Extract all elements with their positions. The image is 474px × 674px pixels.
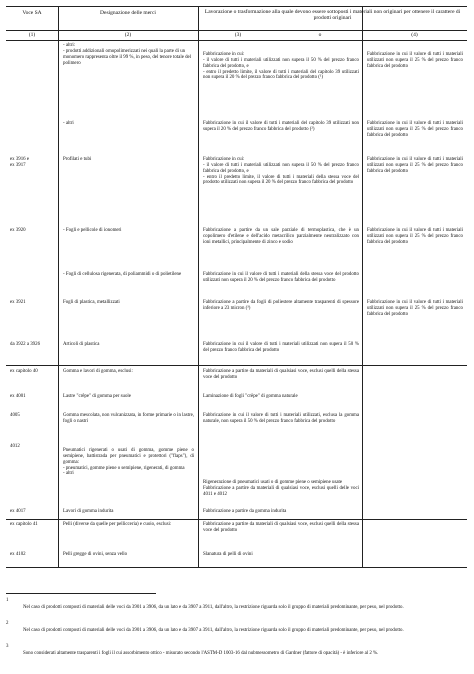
row-description: Fogli di plastica, metallizzati — [63, 300, 120, 305]
row-alt-rule: Fabbricazione in cui il valore di tutti i materiali utilizzati non supera il 25 % del prezzo franco fabbrica del prodotto — [367, 157, 463, 174]
header-designazione: Designazione delle merci — [100, 10, 156, 16]
header-separator — [6, 40, 467, 41]
column-number-1: (1) — [28, 32, 36, 38]
footnote-number: 1 — [6, 598, 9, 603]
row-alt-rule: Fabbricazione in cui il valore di tutti i materiali utilizzati non supera il 25 % del prezzo franco fabbrica del prodotto — [367, 121, 463, 138]
row-heading: 4012 — [10, 444, 20, 449]
column-divider — [58, 7, 59, 567]
row-separator — [6, 365, 467, 366]
row-heading: ex 4017 — [10, 509, 26, 514]
row-description: Profilati e tubi — [63, 157, 92, 162]
row-rule: Fabbricazione in cui il valore di tutti i materiali del capitolo 39 utilizzati non supera il 20 % del prezzo franco fabbrica del prodotto (²) — [203, 121, 359, 132]
row-description: - Fogli di cellulosa rigenerata, di poliammidi o di polietilene — [63, 272, 182, 277]
row-heading: ex 4102 — [10, 552, 26, 557]
row-description: Lastre "crêpe" di gomma per suole — [63, 394, 131, 399]
header-lavorazione: Lavorazione o trasformazione alla quale devono essere sottoposti i materiali non originari per ottenere il carattere di prodotti originari — [204, 9, 461, 22]
row-description: - Fogli e pellicole di ionomeri — [63, 228, 122, 233]
footnote-text: Sono considerati altamente trasparenti i fogli il cui assorbimento ottico - misurato secondo l'ASTM-D 1003-16 dal nubmessometro di Gardner (fattore di opacità) - è inferiore al 2 %. — [23, 651, 379, 656]
row-rule: Fabbricazione a partire da gomma indurita — [203, 509, 287, 514]
row-rule: Fabbricazione a partire da materiali di qualsiasi voce, esclusi quelli della stessa voce del prodotto — [203, 369, 359, 380]
header-voce: Voce SA — [22, 10, 42, 16]
row-description: Pelli gregge di ovini, senza vello — [63, 552, 128, 557]
row-rule: Fabbricazione a partire da fogli di poliestere altamente trasparenti di spessore inferiore a 23 micron (³) — [203, 300, 359, 311]
row-rule: Slanatura di pelli di ovini — [203, 552, 253, 557]
row-rule: Rigenerazione di pneumatici usati o di gomme piene o semipiene usate Fabbricazione a partire da materiali di qualsiasi voce, esclusi quelli delle voci 4011 e 4012 — [203, 480, 359, 497]
row-heading: ex capitolo 41 — [10, 522, 38, 527]
row-description: Articoli di plastica — [63, 342, 100, 347]
row-description: Pneumatici rigenerati o usati di gomma, gomme piene o semipiene, battistrada per pneumatici e protettori ("flaps"), di gomma: - pneumatici, gomme piene o semipiene, rigenerati, di gomma - altri — [63, 448, 194, 477]
row-alt-rule: Fabbricazione in cui il valore di tutti i materiali utilizzati non supera il 25 % del prezzo franco fabbrica del prodotto — [367, 300, 463, 317]
row-heading: ex 4001 — [10, 394, 26, 399]
row-description: Lavori di gomma indurita — [63, 509, 114, 514]
row-alt-rule: Fabbricazione in cui il valore di tutti i materiali utilizzati non supera il 25 % del prezzo franco fabbrica del prodotto — [367, 228, 463, 245]
row-rule: Fabbricazione a partire da un sale parziale di termoplastica, che è un copolimero d'etilene e dell'acido metacrilico parzialmente neutralizzato con ioni metallici, principalmente di zinco e sodio — [203, 228, 359, 245]
footnote-separator — [6, 593, 156, 594]
row-rule: Fabbricazione in cui: - il valore di tutti i materiali utilizzati non supera il 50 % del prezzo franco fabbrica del prodotto, e - entro il predetto limite, il valore di tutti i materiali del capitolo 39 utilizzati non supera il 20 % del prezzo franco fabbrica del prodotto (¹) — [203, 52, 359, 81]
footnote-number: 3 — [6, 644, 9, 649]
column-number-4: (4) — [411, 32, 418, 38]
header-separator — [6, 30, 467, 31]
column-divider — [198, 7, 199, 567]
row-heading: ex 3916 e ex 3917 — [10, 157, 30, 168]
column-divider — [362, 7, 363, 567]
row-rule: Fabbricazione in cui: - il valore di tutti i materiali utilizzati non supera il 50 % del prezzo franco fabbrica del prodotto, e - entro il predetto limite, il valore di tutti i materiali della stessa voce del prodotto utilizzati non supera il 20 % del prezzo franco fabbrica del prodotto — [203, 157, 359, 186]
rules-table — [6, 6, 467, 568]
row-description: Pelli (diverse da quelle per pellicceria) e cuoio, esclusi: — [63, 522, 172, 527]
row-alt-rule: Fabbricazione in cui il valore di tutti i materiali utilizzati non supera il 25 % del prezzo franco fabbrica del prodotto — [367, 52, 463, 69]
row-separator — [6, 519, 467, 520]
row-description: - altri — [63, 121, 74, 126]
row-description: Gomma mescolata, non vulcanizzata, in forme primarie o in lastre, fogli o nastri — [63, 413, 194, 424]
row-rule: Fabbricazione in cui il valore di tutti i materiali della stessa voce del prodotto utilizzati non supera il 20 % del prezzo franco fabbrica del prodotto — [203, 272, 359, 283]
row-heading: ex 3920 — [10, 228, 26, 233]
column-separator-o: o — [318, 32, 322, 38]
row-heading: da 3922 a 3926 — [10, 342, 41, 347]
row-rule: Laminazione di fogli "crêpe" di gomma naturale — [203, 394, 298, 399]
row-heading: ex capitolo 40 — [10, 369, 38, 374]
footnote-text: Nel caso di prodotti composti di materiali delle voci da 3901 a 3906, da un lato e da 3907 a 3911, dall'altro, la restrizione riguarda solo il gruppo di materiali predominante, per peso, nel prodotto. — [23, 628, 404, 633]
row-description: Gomma e lavori di gomma, esclusi: — [63, 369, 133, 374]
row-heading: 4005 — [10, 413, 20, 418]
footnote-number: 2 — [6, 621, 9, 626]
row-rule: Fabbricazione in cui il valore di tutti i materiali utilizzati, esclusa la gomma naturale, non supera il 50 % del prezzo franco fabbrica del prodotto — [203, 413, 359, 424]
row-description: - altri: - prodotti addizionali omopolimerizzati nei quali la parte di un monomero rappresenta oltre il 99 %, in peso, del tenore totale del polimero — [63, 43, 192, 66]
row-heading: ex 3921 — [10, 300, 26, 305]
column-number-2: (2) — [124, 32, 132, 38]
column-number-3: (3) — [234, 32, 242, 38]
row-rule: Fabbricazione in cui il valore di tutti i materiali utilizzati non supera il 50 % del prezzo franco fabbrica del prodotto — [203, 342, 359, 353]
row-rule: Fabbricazione a partire da materiali di qualsiasi voce, esclusi quelli della stessa voce del prodotto — [203, 522, 359, 533]
footnote-text: Nel caso di prodotti composti di materiali delle voci da 3901 a 3906, da un lato e da 3907 a 3911, dall'altro, la restrizione riguarda solo il gruppo di materiali predominante, per peso, nel prodotto. — [23, 605, 404, 610]
